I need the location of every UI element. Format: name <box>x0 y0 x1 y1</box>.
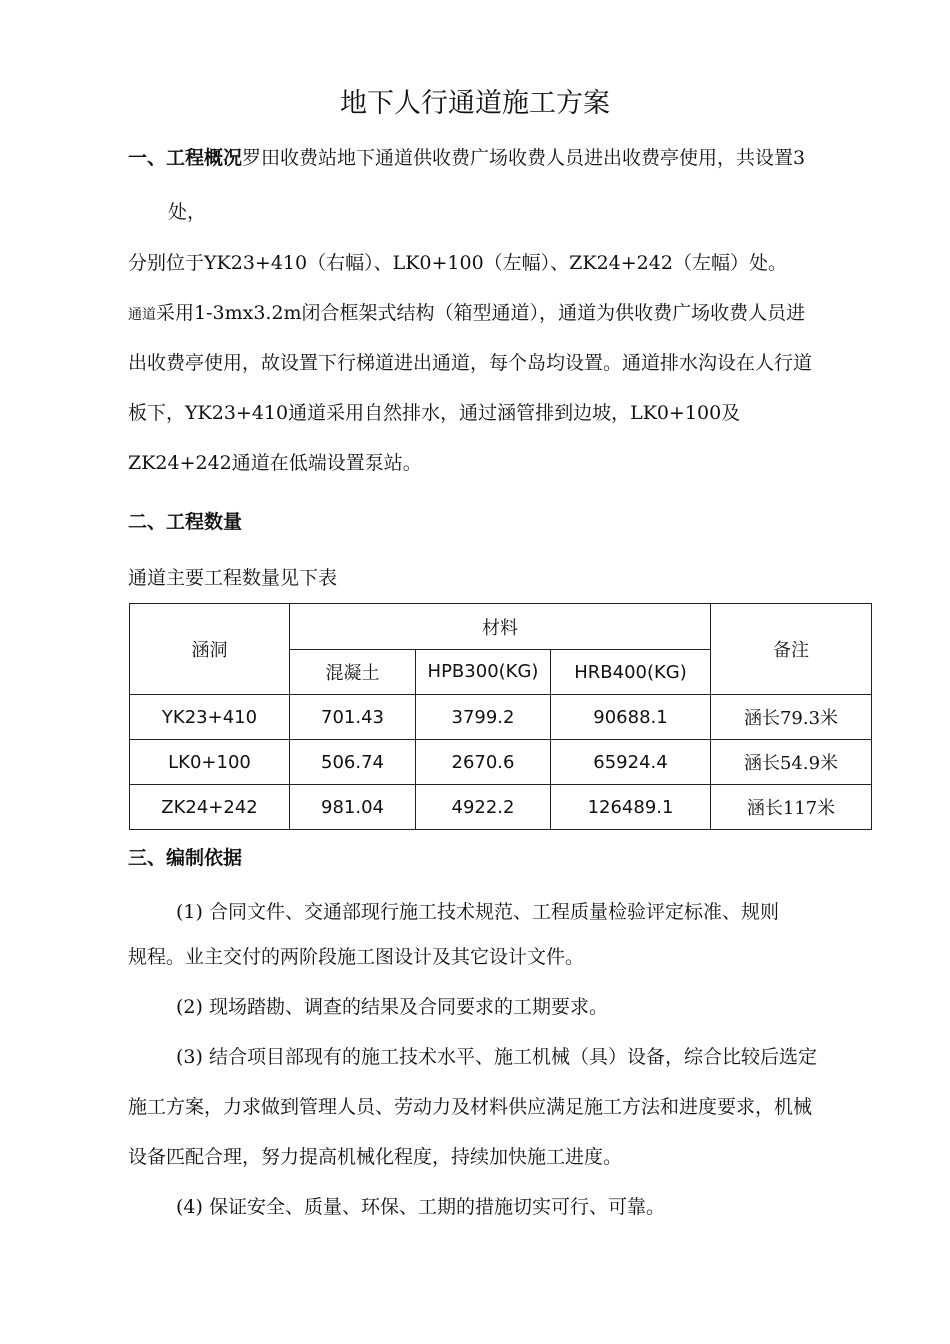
basis-item-3-line1: (3) 结合项目部现有的施工技术水平、施工机械（具）设备，综合比较后选定 <box>176 1046 817 1068</box>
cell-hrb: 65924.4 <box>551 740 711 785</box>
cell-hpb: 2670.6 <box>416 740 551 785</box>
section1-line4-text: 采用1-3mx3.2m闭合框架式结构（箱型通道），通道为供收费广场收费人员进 <box>156 302 806 324</box>
cell-hpb: 4922.2 <box>416 785 551 830</box>
header-culvert: 涵洞 <box>130 604 290 695</box>
basis-item-3-line3: 设备匹配合理，努力提高机械化程度，持续加快施工进度。 <box>128 1146 623 1168</box>
section1-text: 罗田收费站地下通道供收费广场收费人员进出收费亭使用，共设置3 <box>242 147 806 169</box>
cell-concrete: 981.04 <box>290 785 416 830</box>
header-material: 材料 <box>290 604 711 650</box>
section1-small-word: 通道 <box>128 307 156 323</box>
section1-line2: 处， <box>168 201 207 223</box>
basis-item-4: (4) 保证安全、质量、环保、工期的措施切实可行、可靠。 <box>176 1196 665 1218</box>
header-remark: 备注 <box>711 604 872 695</box>
basis-item-1-line1: (1) 合同文件、交通部现行施工技术规范、工程质量检验评定标准、规则 <box>176 901 779 923</box>
section1-line3: 分别位于YK23+410（右幅）、LK0+100（左幅）、ZK24+242（左幅）处。 <box>128 252 787 274</box>
section1-line5: 出收费亭使用，故设置下行梯道进出通道，每个岛均设置。通道排水沟设在人行道 <box>128 352 813 374</box>
cell-remark: 涵长54.9米 <box>711 740 872 785</box>
basis-item-2: (2) 现场踏勘、调查的结果及合同要求的工期要求。 <box>176 996 608 1018</box>
basis-item-3-line2: 施工方案，力求做到管理人员、劳动力及材料供应满足施工方法和进度要求，机械 <box>128 1096 813 1118</box>
cell-hrb: 90688.1 <box>551 695 711 740</box>
cell-hpb: 3799.2 <box>416 695 551 740</box>
cell-hrb: 126489.1 <box>551 785 711 830</box>
section1-heading: 一、工程概况 <box>128 147 243 169</box>
table-row <box>130 785 872 830</box>
cell-name: YK23+410 <box>130 695 290 740</box>
table-row <box>130 740 872 785</box>
header-concrete: 混凝土 <box>290 650 416 695</box>
quantity-table <box>129 603 872 830</box>
section1-line1 <box>128 146 805 170</box>
table-row <box>130 695 872 740</box>
section1-line7: ZK24+242通道在低端设置泵站。 <box>128 452 422 474</box>
cell-remark: 涵长79.3米 <box>711 695 872 740</box>
cell-name: ZK24+242 <box>130 785 290 830</box>
section2-heading: 二、工程数量 <box>128 511 243 533</box>
section1-line6: 板下，YK23+410通道采用自然排水，通过涵管排到边坡，LK0+100及 <box>128 402 741 424</box>
section2-intro: 通道主要工程数量见下表 <box>128 567 338 589</box>
section3-heading: 三、编制依据 <box>128 847 243 869</box>
cell-concrete: 701.43 <box>290 695 416 740</box>
cell-remark: 涵长117米 <box>711 785 872 830</box>
basis-item-1-line2: 规程。业主交付的两阶段施工图设计及其它设计文件。 <box>128 946 585 968</box>
page-title: 地下人行通道施工方案 <box>340 88 610 119</box>
cell-name: LK0+100 <box>130 740 290 785</box>
header-hpb300: HPB300(KG) <box>416 650 551 695</box>
section1-line4 <box>128 301 805 327</box>
cell-concrete: 506.74 <box>290 740 416 785</box>
header-hrb400: HRB400(KG) <box>551 650 711 695</box>
